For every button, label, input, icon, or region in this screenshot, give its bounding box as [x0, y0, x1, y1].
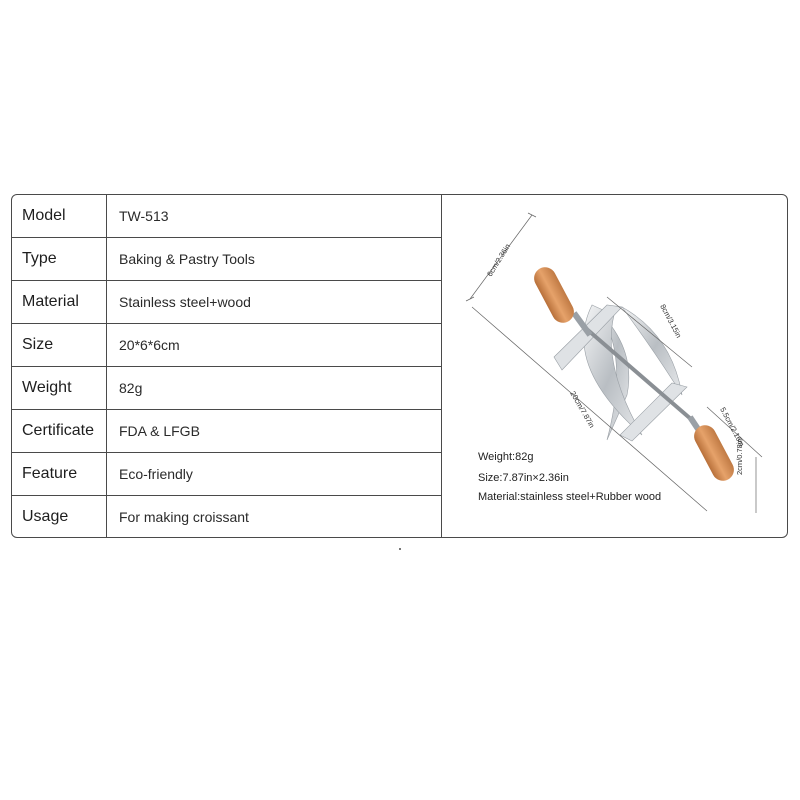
spec-value-weight: 82g — [107, 367, 442, 410]
table-row — [12, 453, 442, 496]
table-row — [12, 496, 442, 539]
dim-total-length: 20cm/7.87in — [568, 389, 597, 430]
croissant-cutter-illustration — [442, 195, 787, 537]
table-row — [12, 367, 442, 410]
spec-label-feature: Feature — [12, 453, 107, 496]
dim-blade-length: 8cm/3.15in — [658, 302, 684, 340]
top-handle — [530, 263, 590, 335]
spec-value-model: TW-513 — [107, 195, 442, 238]
spec-value-type: Baking & Pastry Tools — [107, 238, 442, 281]
info-weight: Weight:82g — [478, 451, 534, 463]
product-panel — [442, 195, 787, 537]
decorative-dot — [399, 548, 401, 550]
info-material: Material:stainless steel+Rubber wood — [478, 491, 662, 503]
table-row — [12, 238, 442, 281]
spec-label-type: Type — [12, 238, 107, 281]
info-size: Size:7.87in×2.36in — [478, 472, 569, 484]
spec-card — [11, 194, 788, 538]
table-row — [12, 281, 442, 324]
spec-value-feature: Eco-friendly — [107, 453, 442, 496]
spec-table — [12, 195, 442, 538]
table-row — [12, 324, 442, 367]
dim-handle-length: 5.5cm/2.16in — [718, 405, 747, 448]
spec-value-material: Stainless steel+wood — [107, 281, 442, 324]
dim-handle-height: 6cm/2.36in — [485, 242, 513, 279]
table-row — [12, 195, 442, 238]
spec-value-certificate: FDA & LFGB — [107, 410, 442, 453]
table-row — [12, 410, 442, 453]
spec-label-certificate: Certificate — [12, 410, 107, 453]
spec-label-usage: Usage — [12, 496, 107, 539]
spec-label-material: Material — [12, 281, 107, 324]
spec-value-size: 20*6*6cm — [107, 324, 442, 367]
dim-handle-diameter: 2cm/0.78in — [735, 438, 744, 475]
spec-label-weight: Weight — [12, 367, 107, 410]
cutter-blades — [554, 302, 687, 441]
spec-label-size: Size — [12, 324, 107, 367]
spec-label-model: Model — [12, 195, 107, 238]
spec-value-usage: For making croissant — [107, 496, 442, 539]
